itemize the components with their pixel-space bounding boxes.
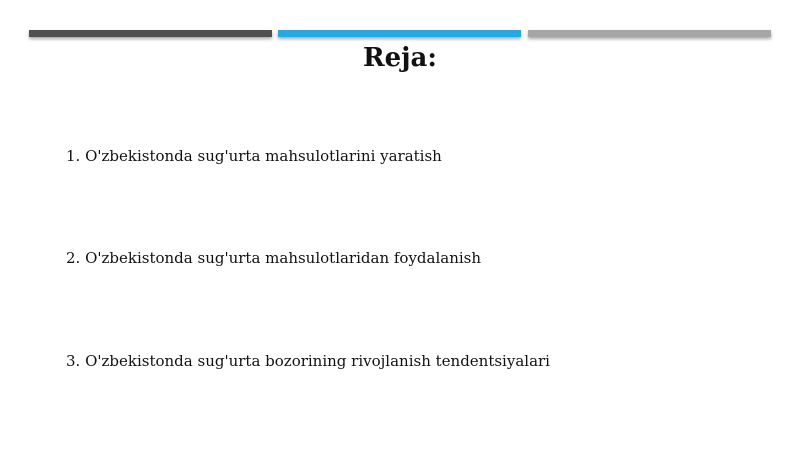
decor-bar-blue	[278, 30, 521, 37]
plan-item-3: 3. O'zbekistonda sug'urta bozorining rivojlanish tendentsiyalari	[66, 352, 550, 370]
decor-bar-dark	[29, 30, 272, 37]
slide-title: Reja:	[362, 43, 437, 73]
decor-bar-gray	[528, 30, 771, 37]
plan-item-1: 1. O'zbekistonda sug'urta mahsulotlarini yaratish	[66, 147, 442, 165]
plan-item-2: 2. O'zbekistonda sug'urta mahsulotlaridan foydalanish	[66, 249, 482, 267]
